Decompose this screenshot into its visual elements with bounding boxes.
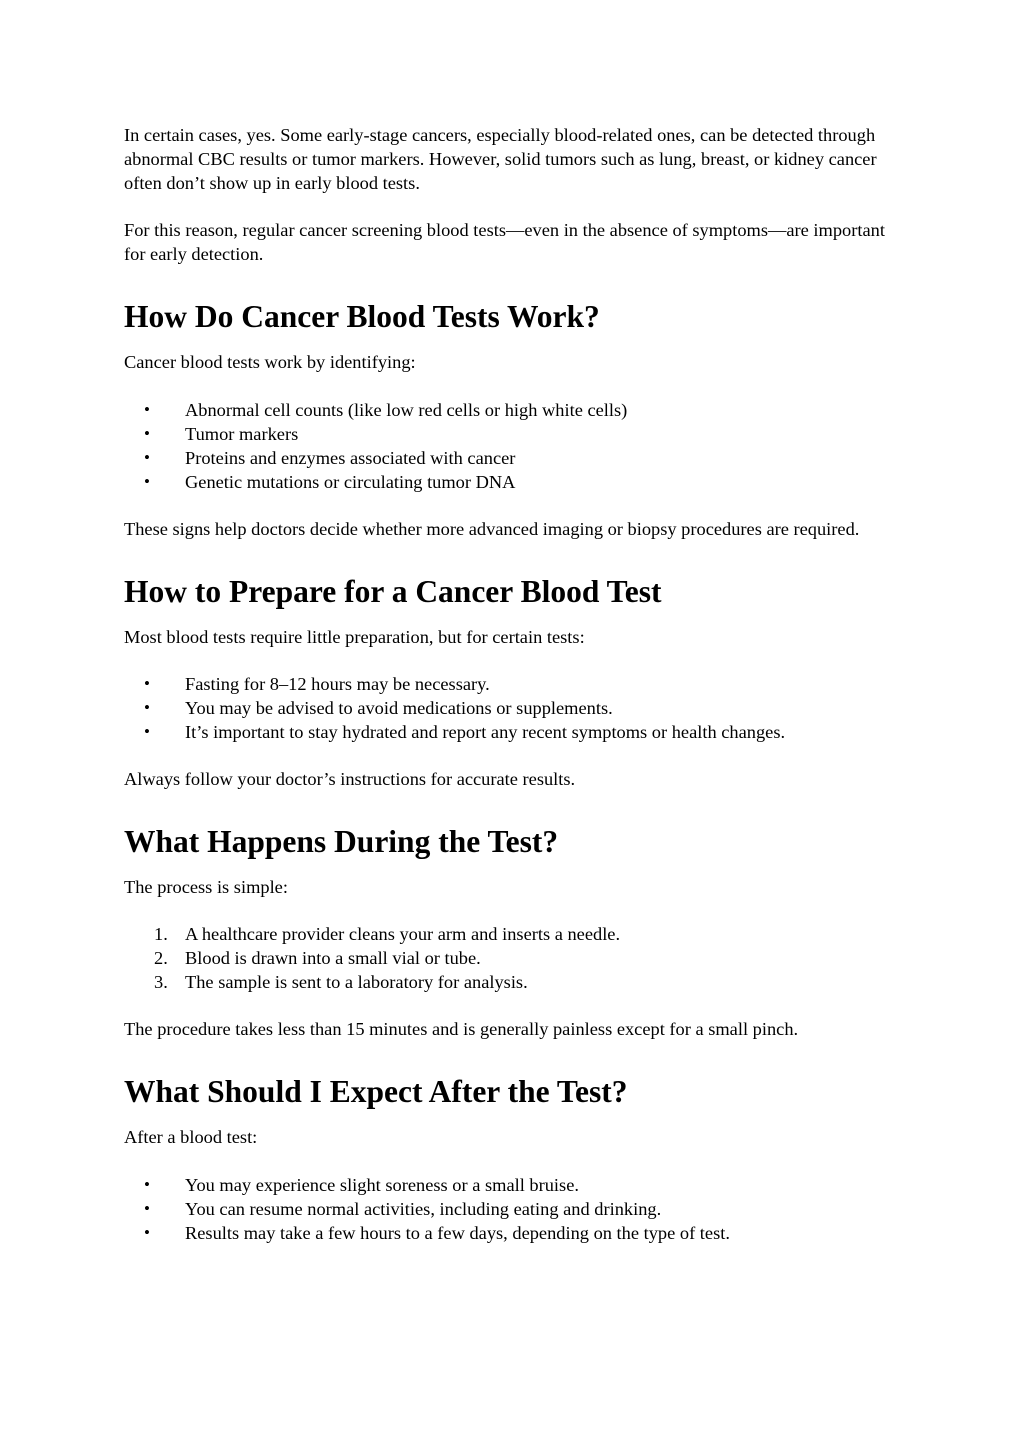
list-item: • Genetic mutations or circulating tumor DNA — [124, 470, 904, 494]
list-item: • It’s important to stay hydrated and report any recent symptoms or health changes. — [124, 720, 904, 744]
numbered-list — [124, 922, 904, 994]
section-heading-how-tests-work: How Do Cancer Blood Tests Work? — [124, 299, 600, 334]
list-item: • Fasting for 8–12 hours may be necessary. — [124, 672, 904, 696]
section-closing: These signs help doctors decide whether more advanced imaging or biopsy procedures are required. — [124, 519, 860, 539]
list-item — [124, 922, 904, 946]
bullet-list — [124, 1173, 904, 1245]
section-heading-how-to-prepare: How to Prepare for a Cancer Blood Test — [124, 574, 662, 609]
list-item: • You may be advised to avoid medications or supplements. — [124, 696, 904, 720]
list-item-text: Blood is drawn into a small vial or tube. — [185, 948, 481, 968]
bullet-list — [124, 672, 904, 744]
section-heading-during-test: What Happens During the Test? — [124, 824, 559, 859]
list-item: • Abnormal cell counts (like low red cells or high white cells) — [124, 398, 904, 422]
section-lead: Cancer blood tests work by identifying: — [124, 352, 416, 372]
list-item: • You may experience slight soreness or a small bruise. — [124, 1173, 904, 1197]
list-number: 1. — [154, 924, 168, 944]
section-lead: The process is simple: — [124, 877, 288, 897]
list-item-text: The sample is sent to a laboratory for analysis. — [185, 972, 528, 992]
intro-paragraph-1: In certain cases, yes. Some early-stage cancers, especially blood-related ones, can be detected through abnormal CBC results or tumor markers. However, solid tumors such as lung, breast, or kidney cancer often don’t show up in early blood tests. — [124, 125, 877, 193]
section-heading-after-test: What Should I Expect After the Test? — [124, 1074, 628, 1109]
list-item — [124, 970, 904, 994]
bullet-list — [124, 398, 904, 494]
intro-paragraph-2: For this reason, regular cancer screening blood tests—even in the absence of symptoms—are important for early detection. — [124, 220, 885, 264]
list-item — [124, 946, 904, 970]
document-page — [124, 123, 904, 1245]
section-closing: Always follow your doctor’s instructions for accurate results. — [124, 769, 576, 789]
section-closing: The procedure takes less than 15 minutes and is generally painless except for a small pinch. — [124, 1019, 799, 1039]
section-lead: After a blood test: — [124, 1127, 258, 1147]
list-item-text: A healthcare provider cleans your arm and inserts a needle. — [185, 924, 621, 944]
list-item: • Proteins and enzymes associated with cancer — [124, 446, 904, 470]
list-item: • Results may take a few hours to a few days, depending on the type of test. — [124, 1221, 904, 1245]
list-item: • You can resume normal activities, including eating and drinking. — [124, 1197, 904, 1221]
section-lead: Most blood tests require little preparation, but for certain tests: — [124, 627, 585, 647]
list-item: • Tumor markers — [124, 422, 904, 446]
list-number: 3. — [154, 972, 168, 992]
list-number: 2. — [154, 948, 168, 968]
